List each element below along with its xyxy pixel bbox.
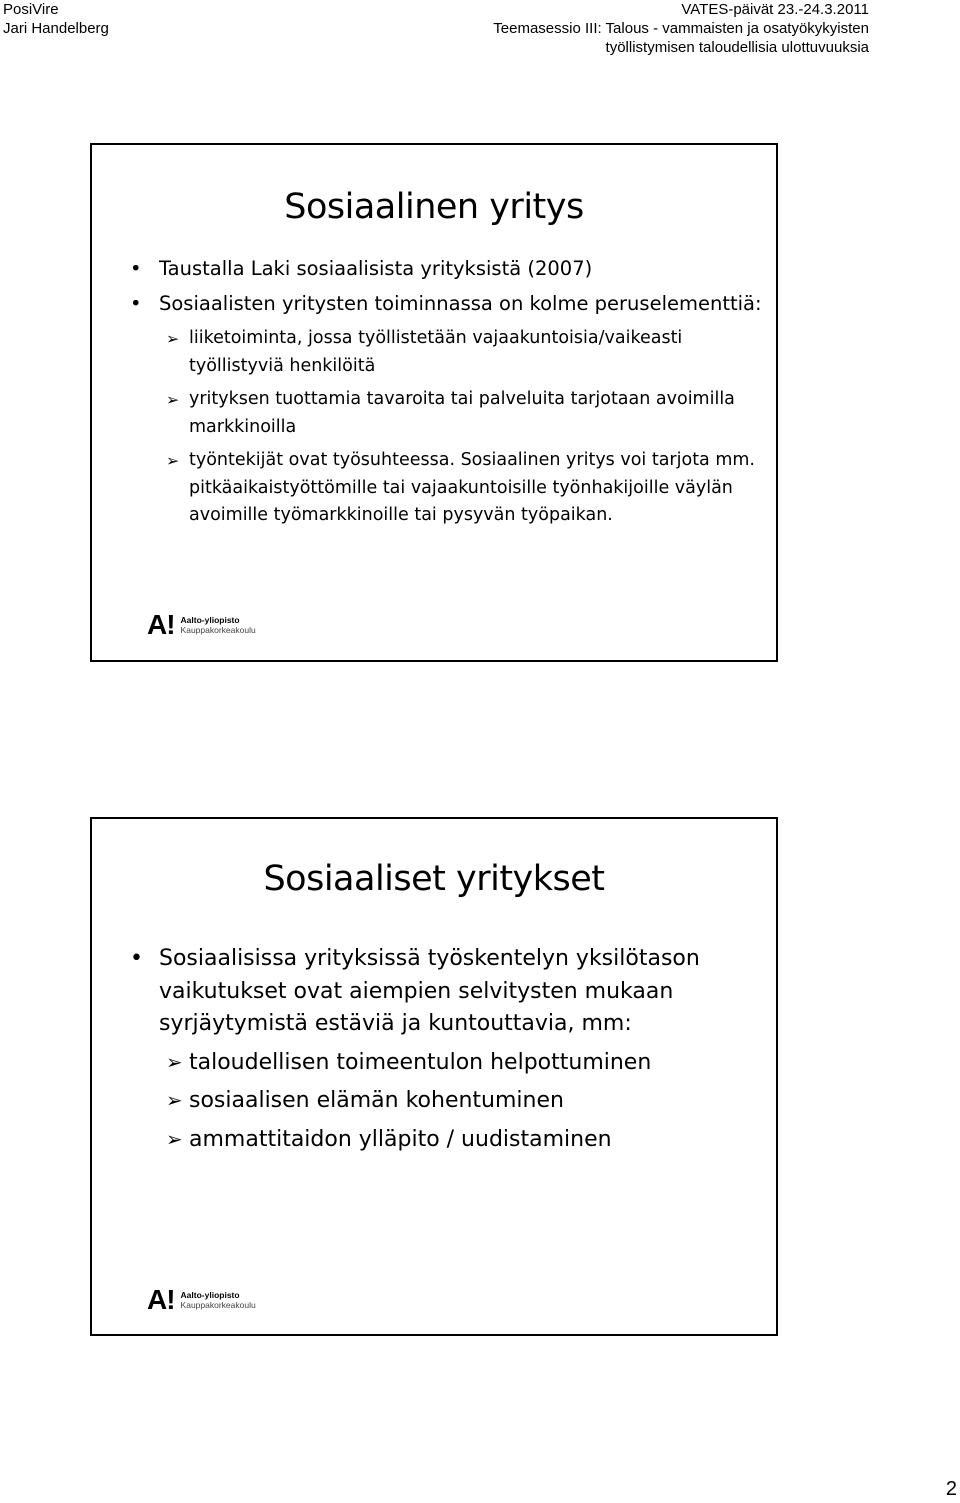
logo-line2: Kauppakorkeakoulu	[180, 1300, 256, 1310]
page-number: 2	[945, 1478, 957, 1500]
slide-2	[90, 817, 778, 1336]
logo-line1: Aalto-yliopisto	[180, 615, 240, 625]
header-right-line2: Teemasessio III: Talous - vammaisten ja osatyökykyisten	[493, 20, 869, 37]
header-right-line3: työllistymisen taloudellisia ulottuvuuksia	[605, 39, 869, 56]
logo-text	[181, 1290, 256, 1310]
sub-bullet-item: ➢ liiketoiminta, jossa työllistetään vajaakuntoisia/vaikeasti työllistyviä henkilöitä	[130, 325, 770, 380]
logo-mark: A!	[147, 609, 175, 640]
sub-bullet-item: ➢ sosiaalisen elämän kohentuminen	[130, 1085, 770, 1117]
slide-title: Sosiaaliset yritykset	[263, 859, 605, 899]
header-left-line2: Jari Handelberg	[3, 20, 109, 37]
slide-title: Sosiaalinen yritys	[284, 187, 584, 227]
aalto-logo	[147, 611, 256, 639]
header-left	[3, 0, 109, 38]
bullet-item: • Sosiaalisten yritysten toiminnassa on kolme peruselementtiä:	[130, 290, 770, 317]
logo-line2: Kauppakorkeakoulu	[180, 625, 256, 635]
aalto-logo	[147, 1286, 256, 1314]
header-right	[493, 0, 869, 57]
logo-line1: Aalto-yliopisto	[180, 1290, 240, 1300]
sub-bullet-item: ➢ työntekijät ovat työsuhteessa. Sosiaalinen yritys voi tarjota mm. pitkäaikaistyöttömille tai vajaakuntoisille työnhakijoille väylän avoimille työmarkkinoille tai pysyvän työpaikan.	[130, 447, 770, 530]
header-left-line1: PosiVire	[3, 1, 59, 18]
logo-mark: A!	[147, 1284, 175, 1315]
logo-text	[181, 615, 256, 635]
slide-1	[90, 143, 778, 662]
sub-bullet-item: ➢ ammattitaidon ylläpito / uudistaminen	[130, 1124, 770, 1156]
bullet-item: • Taustalla Laki sosiaalisista yrityksistä (2007)	[130, 255, 770, 282]
sub-bullet-item: ➢ taloudellisen toimeentulon helpottuminen	[130, 1047, 770, 1079]
bullet-item: • Sosiaalisissa yrityksissä työskentelyn yksilötason vaikutukset ovat aiempien selvitysten mukaan syrjäytymistä estäviä ja kuntouttavia, mm:	[130, 943, 770, 1041]
slide-content	[130, 943, 770, 1162]
sub-bullet-item: ➢ yrityksen tuottamia tavaroita tai palveluita tarjotaan avoimilla markkinoilla	[130, 386, 770, 441]
slide-content	[130, 255, 770, 536]
header-right-line1: VATES-päivät 23.-24.3.2011	[681, 1, 869, 18]
